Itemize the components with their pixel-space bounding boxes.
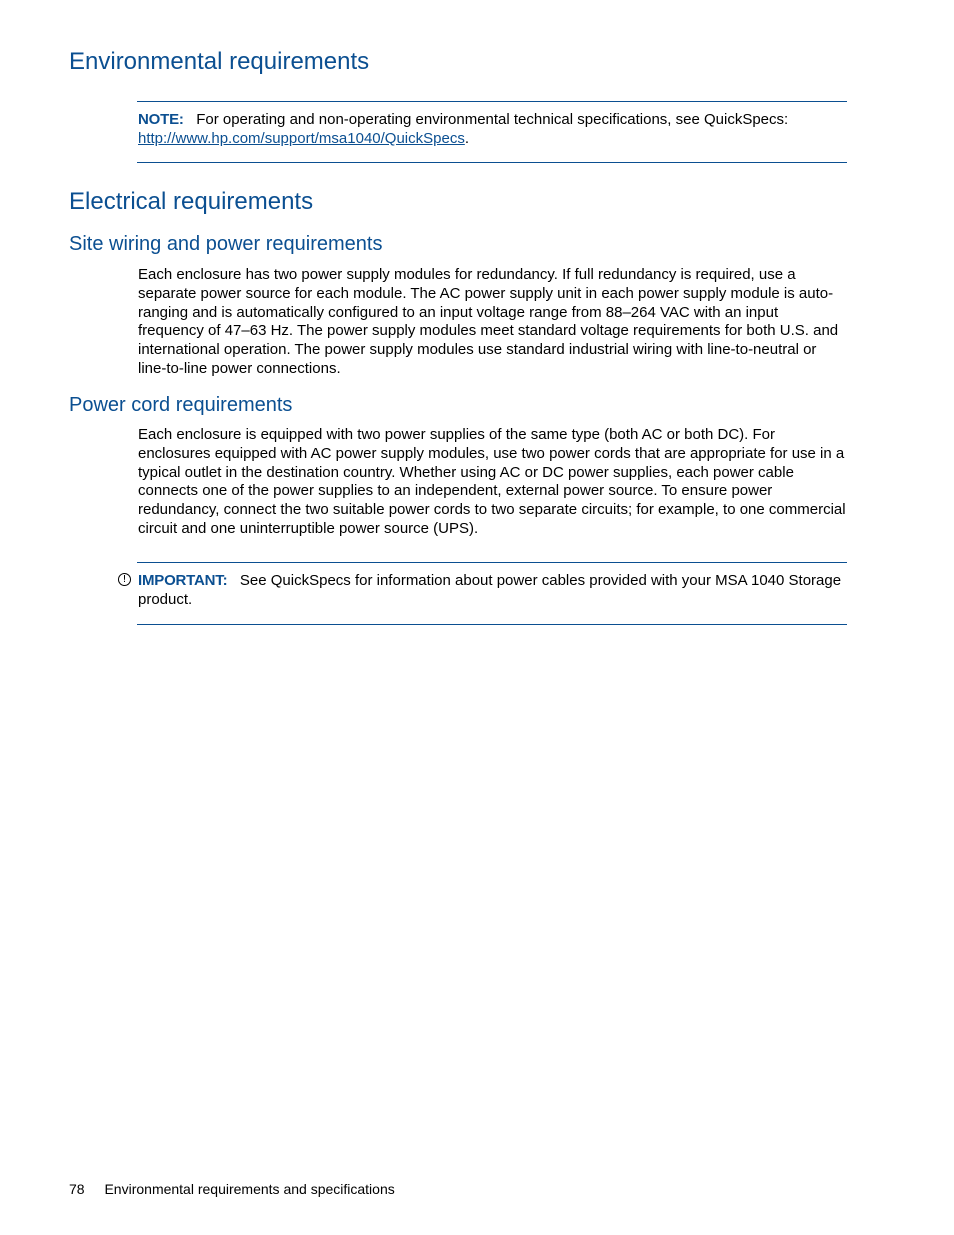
power-cord-heading: Power cord requirements [69, 394, 293, 416]
note-text: For operating and non-operating environmental technical specifications, see QuickSpecs: [196, 111, 789, 128]
note-top-rule [137, 101, 847, 102]
important-bottom-rule [137, 624, 847, 625]
environmental-requirements-heading: Environmental requirements [69, 48, 370, 75]
page-number: 78 [69, 1181, 85, 1197]
power-cord-paragraph: Each enclosure is equipped with two power supplies of the same type (both AC or both DC). For enclosures equipped with AC power supply modules, use two power cords that are appropriate for use in a typical outlet in the destination country. Whether using AC or DC power supplies, each power cable connects one of the power supplies to an independent, external power source. To ensure power redundancy, connect the two suitable power cords to two separate circuits; for example, to one commercial circuit and one uninterruptible power source (UPS). [138, 426, 846, 537]
important-text: See QuickSpecs for information about power cables provided with your MSA 1040 Storage product. [138, 572, 842, 608]
note-label: NOTE: [138, 111, 184, 128]
note-trailing: . [464, 130, 469, 147]
important-top-rule [137, 562, 847, 563]
important-block [138, 571, 843, 609]
note-block [138, 110, 843, 148]
quickspecs-link[interactable]: http://www.hp.com/support/msa1040/QuickSpecs [138, 130, 465, 147]
note-bottom-rule [137, 162, 847, 163]
site-wiring-paragraph: Each enclosure has two power supply modules for redundancy. If full redundancy is required, use a separate power source for each module. The AC power supply unit in each power supply module is auto-ranging and is automatically configured to an input voltage range from 88–264 VAC with an input frequency of 47–63 Hz. The power supply modules meet standard voltage requirements for both U.S. and international operation. The power supply modules use standard industrial wiring with line-to-neutral or line-to-line power connections. [138, 266, 839, 377]
site-wiring-heading: Site wiring and power requirements [69, 233, 383, 255]
electrical-requirements-heading: Electrical requirements [69, 188, 314, 215]
footer-title: Environmental requirements and specifications [104, 1181, 395, 1197]
exclamation-circle-icon: ! [118, 573, 131, 586]
important-label: IMPORTANT: [138, 572, 228, 589]
page-footer [69, 1180, 395, 1198]
